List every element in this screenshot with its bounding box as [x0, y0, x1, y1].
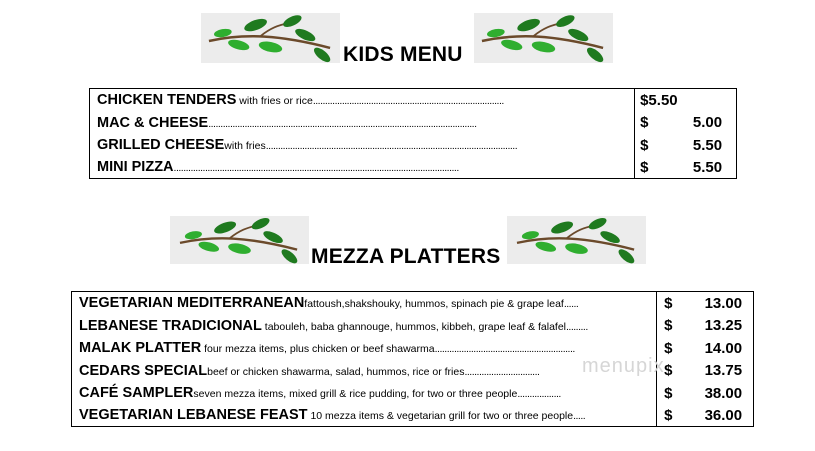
leaf-branch-icon: [201, 13, 340, 63]
item-description: four mezza items, plus chicken or beef shawarma: [201, 343, 435, 355]
currency-symbol: $: [664, 339, 673, 357]
leader-dots: ..........................................................: [434, 343, 575, 355]
item-name: LEBANESE TRADICIONAL: [79, 317, 262, 334]
currency-symbol: $: [664, 384, 673, 402]
currency-symbol: $: [664, 317, 673, 334]
item-name: MAC & CHEESE: [97, 114, 209, 131]
item-name: VEGETARIAN MEDITERRANEAN: [79, 295, 305, 312]
item-name: CAFÉ SAMPLER: [79, 385, 194, 401]
item-description: beef or chicken shawarma, salad, hummos, rice or fries: [207, 365, 465, 378]
item-price-amount: 14.00: [704, 339, 743, 357]
currency-symbol: $: [640, 136, 649, 154]
currency-symbol: $: [640, 158, 649, 176]
item-price-amount: 13.25: [704, 317, 743, 334]
currency-symbol: $: [640, 114, 649, 131]
mezza-platters-title: MEZZA PLATTERS: [311, 245, 501, 268]
table-row: [72, 405, 754, 427]
leader-dots: .....: [573, 410, 586, 423]
table-row: [90, 112, 737, 134]
item-price-amount: 36.00: [704, 406, 743, 424]
item-name: CEDARS SPECIAL: [79, 362, 208, 379]
item-name: CHICKEN TENDERS: [97, 92, 237, 109]
leader-dots: ...............................................................................................................: [208, 117, 477, 130]
item-description: with fries or rice: [236, 95, 313, 108]
leader-dots: ......: [563, 298, 579, 311]
table-row: [72, 292, 754, 315]
leader-dots: ........................................................................................................: [265, 140, 518, 152]
item-price-amount: 5.50: [692, 158, 723, 176]
currency-symbol: $: [664, 362, 673, 379]
item-description: 10 mezza items & vegetarian grill for two or three people: [307, 410, 574, 423]
leader-dots: ...............................: [464, 365, 540, 378]
table-row: [72, 315, 754, 337]
item-description: seven mezza items, mixed grill & rice pudding, for two or three people: [193, 388, 518, 400]
leader-dots: ......................................................................................................................: [173, 162, 459, 175]
table-row: [72, 382, 754, 405]
item-description: fattoush,shakshouky, hummos, spinach pie & grape leaf: [304, 298, 564, 311]
leaf-branch-icon: [474, 13, 613, 63]
table-row: [90, 157, 737, 179]
currency-symbol: $: [664, 406, 673, 424]
currency-symbol: $: [664, 294, 673, 312]
item-description: tabouleh, baba ghannouge, hummos, kibbeh, grape leaf & falafel: [261, 320, 567, 333]
item-price-amount: 5.00: [692, 114, 723, 131]
table-row: [90, 134, 737, 157]
leader-dots: ...............................................................................: [312, 95, 504, 108]
leaf-branch-icon: [507, 216, 646, 264]
item-price: $5.50: [640, 91, 678, 109]
kids-menu-title: KIDS MENU: [343, 43, 463, 66]
item-price-amount: 13.00: [704, 294, 743, 312]
item-price-amount: 38.00: [704, 384, 743, 402]
item-name: GRILLED CHEESE: [97, 137, 225, 153]
item-price-amount: 13.75: [704, 362, 743, 379]
item-description: with fries: [224, 140, 266, 152]
watermark: menupix: [582, 355, 665, 377]
leader-dots: .........: [566, 320, 588, 333]
table-row: [90, 89, 737, 112]
item-price-amount: 5.50: [692, 136, 723, 154]
kids-menu-table: [89, 88, 737, 179]
item-name: VEGETARIAN LEBANESE FEAST: [79, 407, 308, 424]
item-name: MALAK PLATTER: [79, 340, 202, 356]
item-name: MINI PIZZA: [97, 159, 174, 176]
leader-dots: ..................: [517, 388, 561, 400]
leaf-branch-icon: [170, 216, 309, 264]
